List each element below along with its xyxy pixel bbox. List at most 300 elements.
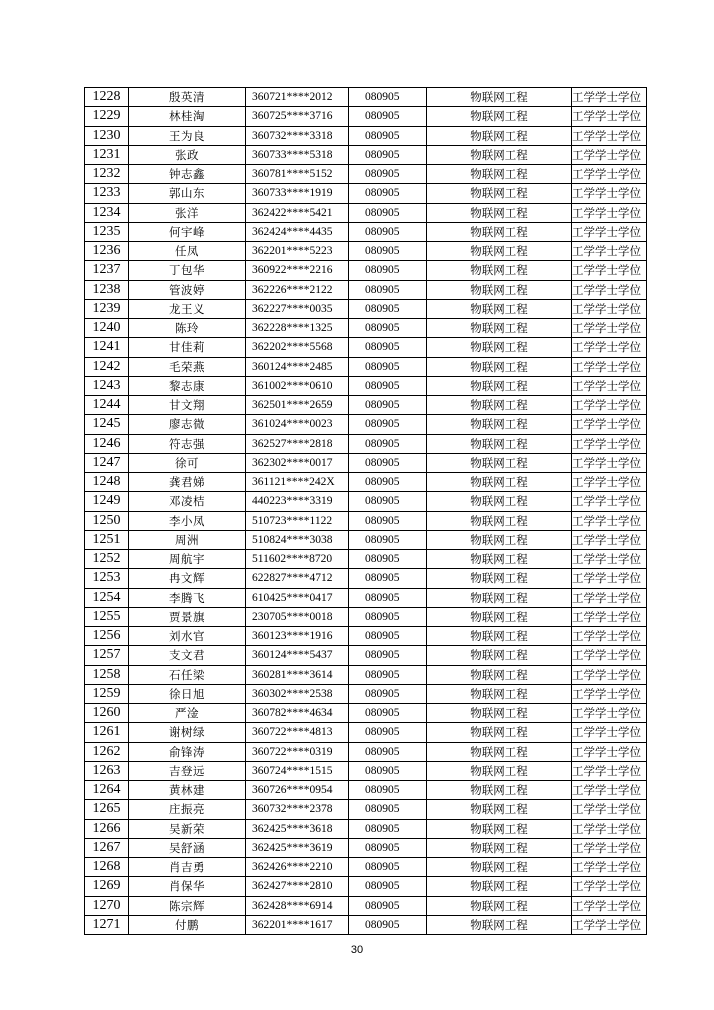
cell-major-name: 物联网工程 <box>427 877 572 896</box>
cell-major-code: 080905 <box>349 684 427 703</box>
table-row <box>85 261 647 280</box>
cell-serial-number: 1256 <box>85 627 129 646</box>
cell-id-number: 360722****0319 <box>246 742 349 761</box>
cell-major-code: 080905 <box>349 761 427 780</box>
cell-student-name: 龚君娣 <box>129 473 246 492</box>
cell-degree: 工学学士学位 <box>572 396 647 415</box>
cell-degree: 工学学士学位 <box>572 261 647 280</box>
cell-student-name: 钟志鑫 <box>129 165 246 184</box>
cell-major-name: 物联网工程 <box>427 434 572 453</box>
cell-serial-number: 1234 <box>85 203 129 222</box>
cell-degree: 工学学士学位 <box>572 858 647 877</box>
cell-student-name: 邓凌桔 <box>129 492 246 511</box>
cell-major-code: 080905 <box>349 858 427 877</box>
cell-major-code: 080905 <box>349 222 427 241</box>
table-row <box>85 858 647 877</box>
cell-student-name: 符志强 <box>129 434 246 453</box>
cell-degree: 工学学士学位 <box>572 203 647 222</box>
cell-student-name: 周洲 <box>129 530 246 549</box>
cell-id-number: 360302****2538 <box>246 684 349 703</box>
cell-serial-number: 1257 <box>85 646 129 665</box>
cell-major-code: 080905 <box>349 145 427 164</box>
cell-major-name: 物联网工程 <box>427 165 572 184</box>
cell-degree: 工学学士学位 <box>572 280 647 299</box>
table-row <box>85 473 647 492</box>
table-row <box>85 396 647 415</box>
cell-major-name: 物联网工程 <box>427 415 572 434</box>
cell-degree: 工学学士学位 <box>572 838 647 857</box>
cell-degree: 工学学士学位 <box>572 800 647 819</box>
cell-id-number: 510824****3038 <box>246 530 349 549</box>
cell-major-code: 080905 <box>349 376 427 395</box>
table-row <box>85 838 647 857</box>
cell-degree: 工学学士学位 <box>572 242 647 261</box>
cell-student-name: 贾景旗 <box>129 607 246 626</box>
cell-major-code: 080905 <box>349 338 427 357</box>
cell-major-name: 物联网工程 <box>427 550 572 569</box>
cell-student-name: 毛荣燕 <box>129 357 246 376</box>
table-row <box>85 453 647 472</box>
cell-major-name: 物联网工程 <box>427 242 572 261</box>
cell-serial-number: 1258 <box>85 665 129 684</box>
cell-student-name: 徐日旭 <box>129 684 246 703</box>
cell-major-code: 080905 <box>349 165 427 184</box>
cell-serial-number: 1253 <box>85 569 129 588</box>
table-body <box>85 88 647 935</box>
cell-degree: 工学学士学位 <box>572 627 647 646</box>
cell-serial-number: 1252 <box>85 550 129 569</box>
cell-serial-number: 1247 <box>85 453 129 472</box>
table-row <box>85 819 647 838</box>
degree-list-table-container <box>84 87 647 935</box>
cell-id-number: 362302****0017 <box>246 453 349 472</box>
table-row <box>85 357 647 376</box>
cell-major-code: 080905 <box>349 607 427 626</box>
cell-serial-number: 1243 <box>85 376 129 395</box>
cell-id-number: 360782****4634 <box>246 704 349 723</box>
cell-serial-number: 1249 <box>85 492 129 511</box>
cell-serial-number: 1269 <box>85 877 129 896</box>
cell-major-name: 物联网工程 <box>427 453 572 472</box>
cell-student-name: 吴新荣 <box>129 819 246 838</box>
cell-student-name: 龙王义 <box>129 299 246 318</box>
cell-major-name: 物联网工程 <box>427 473 572 492</box>
cell-serial-number: 1248 <box>85 473 129 492</box>
cell-serial-number: 1255 <box>85 607 129 626</box>
cell-degree: 工学学士学位 <box>572 588 647 607</box>
cell-id-number: 360123****1916 <box>246 627 349 646</box>
cell-serial-number: 1244 <box>85 396 129 415</box>
cell-major-name: 物联网工程 <box>427 299 572 318</box>
cell-id-number: 362501****2659 <box>246 396 349 415</box>
cell-degree: 工学学士学位 <box>572 222 647 241</box>
cell-major-code: 080905 <box>349 473 427 492</box>
cell-student-name: 肖吉勇 <box>129 858 246 877</box>
cell-major-code: 080905 <box>349 88 427 107</box>
cell-id-number: 362428****6914 <box>246 896 349 915</box>
cell-major-code: 080905 <box>349 838 427 857</box>
cell-major-code: 080905 <box>349 261 427 280</box>
cell-student-name: 支文君 <box>129 646 246 665</box>
cell-id-number: 362201****5223 <box>246 242 349 261</box>
cell-serial-number: 1262 <box>85 742 129 761</box>
cell-id-number: 230705****0018 <box>246 607 349 626</box>
cell-major-code: 080905 <box>349 184 427 203</box>
cell-degree: 工学学士学位 <box>572 896 647 915</box>
cell-degree: 工学学士学位 <box>572 877 647 896</box>
cell-major-name: 物联网工程 <box>427 88 572 107</box>
cell-student-name: 廖志微 <box>129 415 246 434</box>
degree-list-table <box>84 87 647 935</box>
cell-major-code: 080905 <box>349 434 427 453</box>
cell-id-number: 361121****242X <box>246 473 349 492</box>
cell-id-number: 610425****0417 <box>246 588 349 607</box>
cell-id-number: 510723****1122 <box>246 511 349 530</box>
cell-student-name: 陈宗辉 <box>129 896 246 915</box>
cell-major-code: 080905 <box>349 107 427 126</box>
cell-major-name: 物联网工程 <box>427 511 572 530</box>
cell-serial-number: 1239 <box>85 299 129 318</box>
cell-major-code: 080905 <box>349 819 427 838</box>
table-row <box>85 415 647 434</box>
cell-serial-number: 1250 <box>85 511 129 530</box>
cell-degree: 工学学士学位 <box>572 665 647 684</box>
cell-major-code: 080905 <box>349 242 427 261</box>
cell-major-code: 080905 <box>349 453 427 472</box>
cell-serial-number: 1271 <box>85 915 129 934</box>
cell-degree: 工学学士学位 <box>572 299 647 318</box>
cell-major-code: 080905 <box>349 627 427 646</box>
cell-id-number: 360781****5152 <box>246 165 349 184</box>
cell-serial-number: 1260 <box>85 704 129 723</box>
cell-serial-number: 1229 <box>85 107 129 126</box>
cell-major-name: 物联网工程 <box>427 588 572 607</box>
cell-major-name: 物联网工程 <box>427 684 572 703</box>
cell-serial-number: 1237 <box>85 261 129 280</box>
cell-major-name: 物联网工程 <box>427 357 572 376</box>
cell-id-number: 362228****1325 <box>246 319 349 338</box>
cell-student-name: 郭山东 <box>129 184 246 203</box>
cell-major-name: 物联网工程 <box>427 800 572 819</box>
cell-degree: 工学学士学位 <box>572 511 647 530</box>
cell-student-name: 张洋 <box>129 203 246 222</box>
cell-degree: 工学学士学位 <box>572 376 647 395</box>
cell-id-number: 362426****2210 <box>246 858 349 877</box>
cell-id-number: 360733****1919 <box>246 184 349 203</box>
table-row <box>85 915 647 934</box>
table-row <box>85 896 647 915</box>
cell-serial-number: 1241 <box>85 338 129 357</box>
cell-major-name: 物联网工程 <box>427 184 572 203</box>
cell-id-number: 361002****0610 <box>246 376 349 395</box>
cell-degree: 工学学士学位 <box>572 915 647 934</box>
cell-student-name: 甘文翔 <box>129 396 246 415</box>
cell-serial-number: 1245 <box>85 415 129 434</box>
cell-serial-number: 1264 <box>85 781 129 800</box>
table-row <box>85 569 647 588</box>
cell-id-number: 360922****2216 <box>246 261 349 280</box>
cell-major-name: 物联网工程 <box>427 915 572 934</box>
cell-student-name: 谢树绿 <box>129 723 246 742</box>
cell-major-name: 物联网工程 <box>427 203 572 222</box>
table-row <box>85 203 647 222</box>
cell-major-name: 物联网工程 <box>427 569 572 588</box>
cell-degree: 工学学士学位 <box>572 819 647 838</box>
cell-degree: 工学学士学位 <box>572 646 647 665</box>
cell-degree: 工学学士学位 <box>572 126 647 145</box>
cell-serial-number: 1228 <box>85 88 129 107</box>
table-row <box>85 165 647 184</box>
cell-degree: 工学学士学位 <box>572 781 647 800</box>
cell-major-name: 物联网工程 <box>427 819 572 838</box>
cell-degree: 工学学士学位 <box>572 530 647 549</box>
cell-serial-number: 1263 <box>85 761 129 780</box>
cell-serial-number: 1242 <box>85 357 129 376</box>
cell-degree: 工学学士学位 <box>572 742 647 761</box>
cell-student-name: 吴舒涵 <box>129 838 246 857</box>
table-row <box>85 742 647 761</box>
cell-major-code: 080905 <box>349 800 427 819</box>
table-row <box>85 800 647 819</box>
cell-student-name: 黎志康 <box>129 376 246 395</box>
cell-major-name: 物联网工程 <box>427 338 572 357</box>
cell-degree: 工学学士学位 <box>572 607 647 626</box>
page-number: 30 <box>350 944 364 956</box>
cell-id-number: 362527****2818 <box>246 434 349 453</box>
cell-major-code: 080905 <box>349 569 427 588</box>
cell-degree: 工学学士学位 <box>572 319 647 338</box>
cell-id-number: 360732****3318 <box>246 126 349 145</box>
cell-degree: 工学学士学位 <box>572 165 647 184</box>
cell-serial-number: 1233 <box>85 184 129 203</box>
cell-id-number: 440223****3319 <box>246 492 349 511</box>
cell-major-name: 物联网工程 <box>427 126 572 145</box>
cell-major-name: 物联网工程 <box>427 781 572 800</box>
cell-degree: 工学学士学位 <box>572 453 647 472</box>
cell-student-name: 何宇峰 <box>129 222 246 241</box>
cell-major-code: 080905 <box>349 877 427 896</box>
cell-major-code: 080905 <box>349 396 427 415</box>
table-row <box>85 761 647 780</box>
cell-student-name: 庄振亮 <box>129 800 246 819</box>
cell-student-name: 甘佳莉 <box>129 338 246 357</box>
cell-degree: 工学学士学位 <box>572 434 647 453</box>
cell-major-code: 080905 <box>349 550 427 569</box>
cell-degree: 工学学士学位 <box>572 684 647 703</box>
cell-serial-number: 1230 <box>85 126 129 145</box>
cell-student-name: 李小凤 <box>129 511 246 530</box>
cell-degree: 工学学士学位 <box>572 184 647 203</box>
cell-major-name: 物联网工程 <box>427 858 572 877</box>
table-row <box>85 126 647 145</box>
table-row <box>85 242 647 261</box>
cell-major-name: 物联网工程 <box>427 261 572 280</box>
cell-id-number: 362424****4435 <box>246 222 349 241</box>
cell-degree: 工学学士学位 <box>572 338 647 357</box>
cell-serial-number: 1236 <box>85 242 129 261</box>
table-row <box>85 280 647 299</box>
cell-degree: 工学学士学位 <box>572 704 647 723</box>
cell-major-code: 080905 <box>349 280 427 299</box>
cell-major-name: 物联网工程 <box>427 530 572 549</box>
table-row <box>85 665 647 684</box>
cell-student-name: 李腾飞 <box>129 588 246 607</box>
table-row <box>85 434 647 453</box>
cell-major-code: 080905 <box>349 646 427 665</box>
table-row <box>85 704 647 723</box>
table-row <box>85 107 647 126</box>
cell-id-number: 362201****1617 <box>246 915 349 934</box>
cell-major-code: 080905 <box>349 126 427 145</box>
cell-major-code: 080905 <box>349 665 427 684</box>
table-row <box>85 338 647 357</box>
cell-degree: 工学学士学位 <box>572 761 647 780</box>
cell-major-code: 080905 <box>349 723 427 742</box>
cell-major-name: 物联网工程 <box>427 665 572 684</box>
cell-student-name: 吉登远 <box>129 761 246 780</box>
cell-serial-number: 1254 <box>85 588 129 607</box>
cell-serial-number: 1246 <box>85 434 129 453</box>
cell-major-name: 物联网工程 <box>427 396 572 415</box>
cell-degree: 工学学士学位 <box>572 415 647 434</box>
cell-id-number: 622827****4712 <box>246 569 349 588</box>
cell-major-name: 物联网工程 <box>427 704 572 723</box>
cell-major-name: 物联网工程 <box>427 145 572 164</box>
cell-major-code: 080905 <box>349 742 427 761</box>
cell-student-name: 冉文辉 <box>129 569 246 588</box>
cell-major-name: 物联网工程 <box>427 222 572 241</box>
cell-major-code: 080905 <box>349 299 427 318</box>
cell-student-name: 刘水官 <box>129 627 246 646</box>
cell-id-number: 360124****2485 <box>246 357 349 376</box>
cell-major-code: 080905 <box>349 915 427 934</box>
cell-major-code: 080905 <box>349 896 427 915</box>
cell-student-name: 严淦 <box>129 704 246 723</box>
cell-major-name: 物联网工程 <box>427 761 572 780</box>
cell-student-name: 石任梁 <box>129 665 246 684</box>
cell-id-number: 511602****8720 <box>246 550 349 569</box>
cell-major-code: 080905 <box>349 415 427 434</box>
cell-serial-number: 1231 <box>85 145 129 164</box>
cell-degree: 工学学士学位 <box>572 88 647 107</box>
cell-major-name: 物联网工程 <box>427 107 572 126</box>
table-row <box>85 646 647 665</box>
cell-degree: 工学学士学位 <box>572 107 647 126</box>
cell-id-number: 362427****2810 <box>246 877 349 896</box>
cell-degree: 工学学士学位 <box>572 550 647 569</box>
cell-id-number: 360732****2378 <box>246 800 349 819</box>
cell-serial-number: 1240 <box>85 319 129 338</box>
cell-serial-number: 1259 <box>85 684 129 703</box>
cell-id-number: 362226****2122 <box>246 280 349 299</box>
cell-major-code: 080905 <box>349 319 427 338</box>
cell-student-name: 付鹏 <box>129 915 246 934</box>
cell-major-code: 080905 <box>349 588 427 607</box>
table-row <box>85 877 647 896</box>
cell-degree: 工学学士学位 <box>572 473 647 492</box>
table-row <box>85 627 647 646</box>
cell-id-number: 360733****5318 <box>246 145 349 164</box>
cell-major-code: 080905 <box>349 357 427 376</box>
cell-serial-number: 1232 <box>85 165 129 184</box>
table-row <box>85 184 647 203</box>
table-row <box>85 492 647 511</box>
table-row <box>85 145 647 164</box>
cell-serial-number: 1261 <box>85 723 129 742</box>
cell-student-name: 殷英清 <box>129 88 246 107</box>
cell-id-number: 360721****2012 <box>246 88 349 107</box>
cell-serial-number: 1238 <box>85 280 129 299</box>
cell-id-number: 360281****3614 <box>246 665 349 684</box>
cell-student-name: 张政 <box>129 145 246 164</box>
cell-serial-number: 1266 <box>85 819 129 838</box>
cell-major-name: 物联网工程 <box>427 742 572 761</box>
cell-major-name: 物联网工程 <box>427 607 572 626</box>
table-row <box>85 511 647 530</box>
cell-student-name: 肖保华 <box>129 877 246 896</box>
table-row <box>85 530 647 549</box>
cell-degree: 工学学士学位 <box>572 723 647 742</box>
cell-major-code: 080905 <box>349 511 427 530</box>
cell-serial-number: 1265 <box>85 800 129 819</box>
cell-major-code: 080905 <box>349 781 427 800</box>
cell-major-name: 物联网工程 <box>427 627 572 646</box>
table-row <box>85 607 647 626</box>
table-row <box>85 299 647 318</box>
cell-major-name: 物联网工程 <box>427 723 572 742</box>
cell-major-name: 物联网工程 <box>427 896 572 915</box>
cell-student-name: 王为良 <box>129 126 246 145</box>
cell-student-name: 黄林建 <box>129 781 246 800</box>
cell-id-number: 362425****3618 <box>246 819 349 838</box>
cell-serial-number: 1268 <box>85 858 129 877</box>
cell-student-name: 周航宇 <box>129 550 246 569</box>
cell-major-code: 080905 <box>349 704 427 723</box>
cell-id-number: 362425****3619 <box>246 838 349 857</box>
cell-major-code: 080905 <box>349 492 427 511</box>
cell-major-code: 080905 <box>349 530 427 549</box>
cell-student-name: 俞锋涛 <box>129 742 246 761</box>
cell-major-name: 物联网工程 <box>427 492 572 511</box>
table-row <box>85 781 647 800</box>
cell-student-name: 任凤 <box>129 242 246 261</box>
cell-id-number: 361024****0023 <box>246 415 349 434</box>
cell-id-number: 360124****5437 <box>246 646 349 665</box>
table-row <box>85 588 647 607</box>
cell-degree: 工学学士学位 <box>572 145 647 164</box>
cell-id-number: 360725****3716 <box>246 107 349 126</box>
table-row <box>85 723 647 742</box>
table-row <box>85 684 647 703</box>
cell-major-name: 物联网工程 <box>427 838 572 857</box>
cell-major-name: 物联网工程 <box>427 280 572 299</box>
cell-serial-number: 1270 <box>85 896 129 915</box>
cell-serial-number: 1235 <box>85 222 129 241</box>
cell-student-name: 丁包华 <box>129 261 246 280</box>
cell-id-number: 360726****0954 <box>246 781 349 800</box>
table-row <box>85 319 647 338</box>
cell-student-name: 管波婷 <box>129 280 246 299</box>
cell-major-name: 物联网工程 <box>427 319 572 338</box>
cell-degree: 工学学士学位 <box>572 569 647 588</box>
cell-student-name: 陈玲 <box>129 319 246 338</box>
cell-id-number: 360722****4813 <box>246 723 349 742</box>
cell-id-number: 362202****5568 <box>246 338 349 357</box>
cell-student-name: 徐可 <box>129 453 246 472</box>
table-row <box>85 376 647 395</box>
cell-major-code: 080905 <box>349 203 427 222</box>
cell-major-name: 物联网工程 <box>427 646 572 665</box>
